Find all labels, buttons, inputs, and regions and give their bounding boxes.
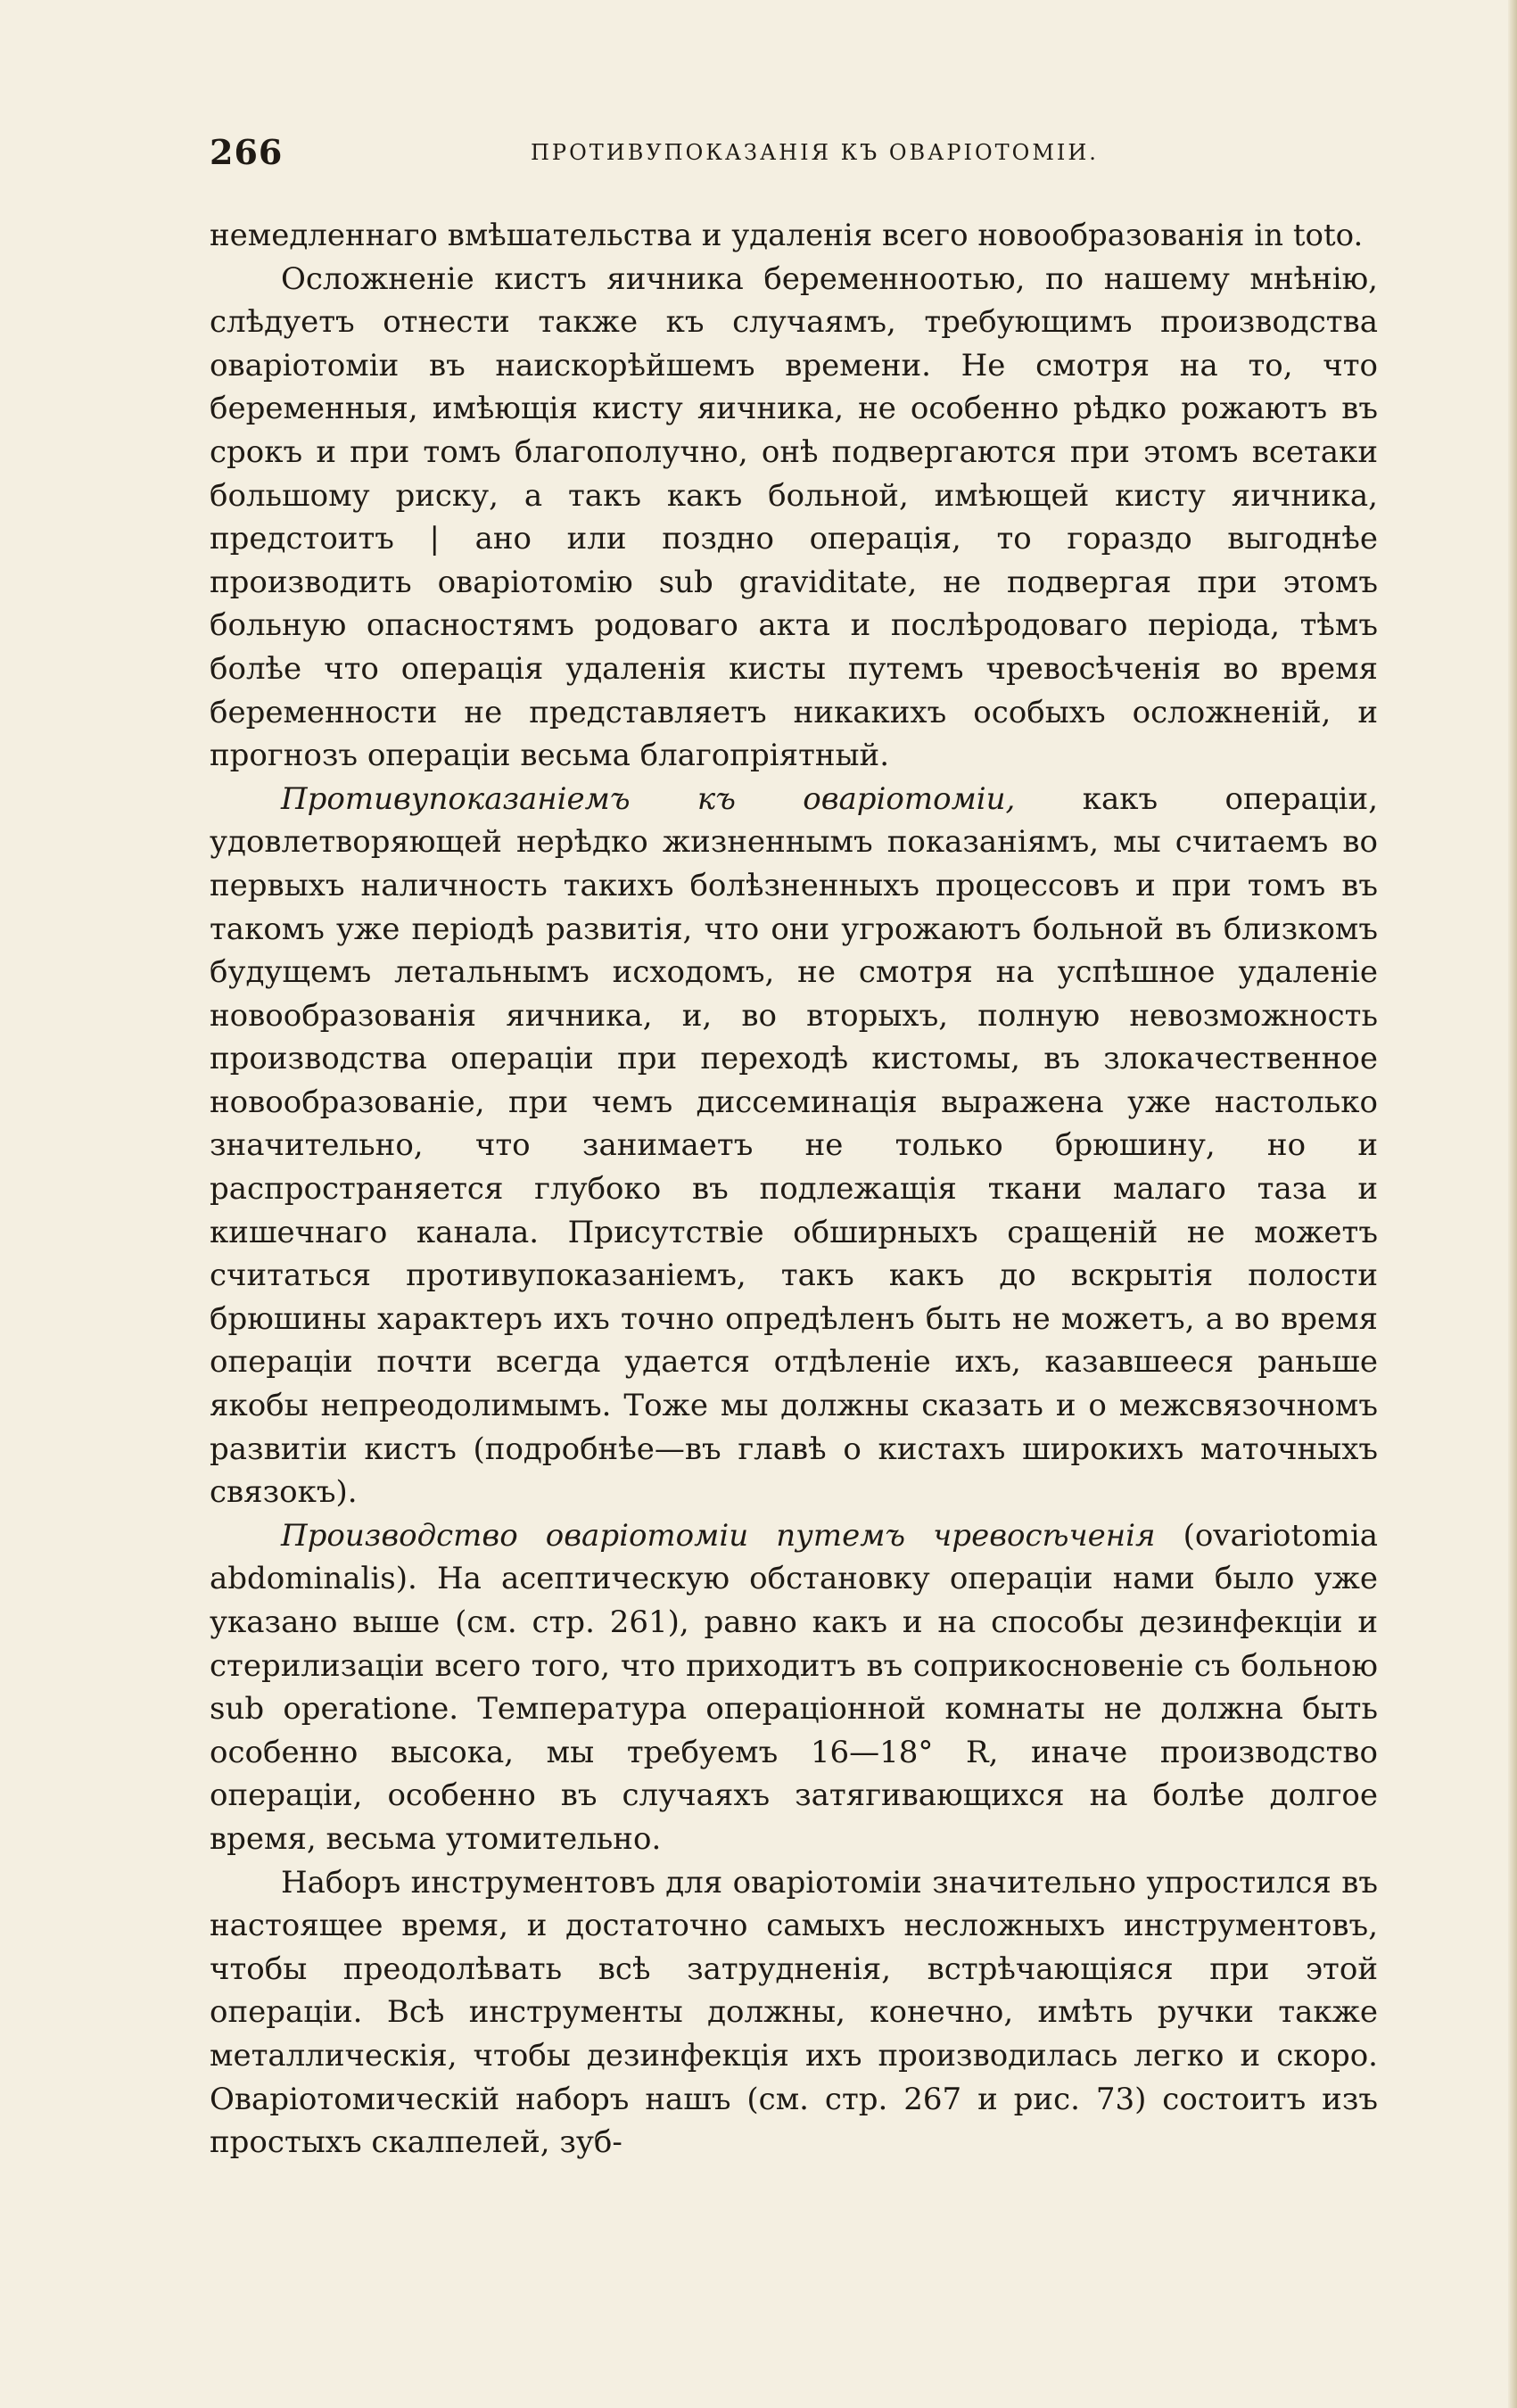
page-edge-shadow: [1508, 0, 1517, 2408]
paragraph-1-text: немедленнаго вмѣшательства и удаленія всего новообразованія in toto.: [210, 218, 1364, 253]
paragraph-5: [210, 1861, 1378, 2165]
paragraph-2: [210, 258, 1378, 778]
paragraph-3: [210, 778, 1378, 1514]
body-text: [210, 214, 1378, 2165]
paragraph-3-heading: Противупоказаніемъ къ оваріотоміи,: [281, 780, 1016, 817]
paragraph-4-text: (ovariotomia abdominalis). На асептическую обстановку операціи нами было уже указано выше (см. стр. 261), равно какъ и на способы дезинфекціи и стерилизаціи всего того, что приходитъ въ соприкосновеніе съ больною sub operatione. Температура операціонной комнаты не должна быть особенно высока, мы требуемъ 16—18° R, иначе производство операціи, особенно въ случаяхъ затягивающихся на болѣе долгое время, весьма утомительно.: [210, 1517, 1378, 1857]
paragraph-3-text: какъ операціи, удовлетворяющей нерѣдко жизненнымъ показаніямъ, мы считаемъ во первыхъ наличность такихъ болѣзненныхъ процессовъ и при томъ въ такомъ уже періодѣ развитія, что они угрожаютъ больной въ близкомъ будущемъ летальнымъ исходомъ, не смотря на успѣшное удаленіе новообразованія яичника, и, во вторыхъ, полную невозможность производства операціи при переходѣ кистомы, въ злокачественное новообразованіе, при чемъ диссеминація выражена уже настолько значительно, что занимаетъ не только брюшину, но и распространяется глубоко въ подлежащія ткани малаго таза и кишечнаго канала. Присутствіе обширныхъ сращеній не можетъ считаться противупоказаніемъ, такъ какъ до вскрытія полости брюшины характеръ ихъ точно опредѣленъ быть не можетъ, а во время операціи почти всегда удается отдѣленіе ихъ, казавшееся раньше якобы непреодолимымъ. Тоже мы должны сказать и о межсвязочномъ развитіи кистъ (подробнѣе—въ главѣ о кистахъ широкихъ маточныхъ связокъ).: [210, 780, 1378, 1511]
running-title: ПРОТИВУПОКАЗАНІЯ КЪ ОВАРІОТОМІИ.: [531, 140, 1099, 165]
paragraph-4-heading: Производство оваріотоміи путемъ чревосѣченія: [281, 1517, 1156, 1554]
paragraph-2-text: Осложненіе кистъ яичника беременноотью, по нашему мнѣнію, слѣдуетъ отнести также къ случаямъ, требующимъ производства оваріотоміи въ наискорѣйшемъ времени. Не смотря на то, что беременныя, имѣющія кисту яичника, не особенно рѣдко рожаютъ въ срокъ и при томъ благополучно, онѣ подвергаются при этомъ всетаки большому риску, а такъ какъ больной, имѣющей кисту яичника, предстоитъ | ано или поздно операція, то гораздо выгоднѣе производить оваріотомію sub graviditate, не подвергая при этомъ больную опасностямъ родоваго акта и послѣродоваго періода, тѣмъ болѣе что операція удаленія кисты путемъ чревосѣченія во время беременности не представляетъ никакихъ особыхъ осложненій, и прогнозъ операціи весьма благопріятный.: [210, 260, 1378, 774]
paragraph-5-text: Наборъ инструментовъ для оваріотоміи значительно упростился въ настоящее время, и достаточно самыхъ несложныхъ инструментовъ, чтобы преодолѣвать всѣ затрудненія, встрѣчающіяся при этой операціи. Всѣ инструменты должны, конечно, имѣть ручки также металлическія, чтобы дезинфекція ихъ производилась легко и скоро. Оваріотомическій наборъ нашъ (см. стр. 267 и рис. 73) состоитъ изъ простыхъ скалпелей, зуб-: [210, 1864, 1378, 2161]
paragraph-4: [210, 1514, 1378, 1861]
paragraph-1: [210, 214, 1378, 258]
page-number: 266: [210, 132, 284, 172]
running-head: [210, 132, 1378, 177]
